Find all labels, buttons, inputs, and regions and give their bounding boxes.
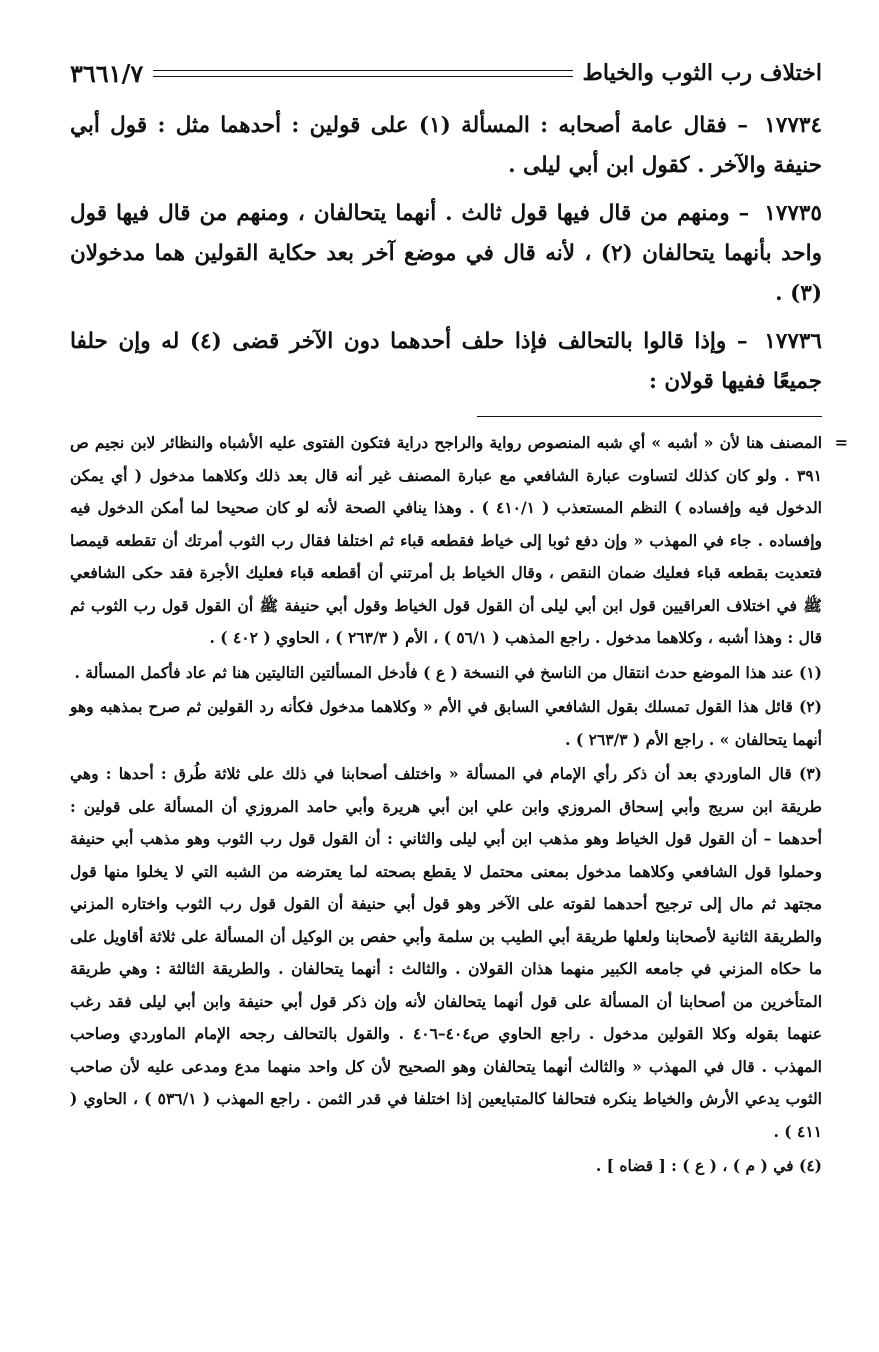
footnote-2: (٢) قائل هذا القول تمسلك بقول الشافعي السابق في الأم « وكلاهما مدخول فكأنه رد القولين ثم صرح بمذهبه وهو أنهما يتحالفان » . راجع الأم ( ٢٦٣/٣ ) .	[70, 697, 822, 749]
running-header	[70, 52, 822, 94]
paragraph-17734	[70, 106, 822, 186]
paragraph-17736	[70, 322, 822, 402]
footnotes	[70, 427, 848, 1183]
paragraph-number: ١٧٧٣٤	[764, 113, 822, 138]
paragraph-text: – ومنهم من قال فيها قول ثالث . أنهما يتحالفان ، ومنهم من قال فيها قول واحد بأنهما يتحالفان (٢) ، لأنه قال في موضع آخر بعد حكاية القولين هما مدخولان (٣) .	[70, 201, 822, 306]
footnote-1: (١) عند هذا الموضع حدث انتقال من الناسخ في النسخة ( ع ) فأدخل المسألتين التاليتين هنا ثم عاد فأكمل المسألة .	[74, 662, 822, 682]
paragraph-number: ١٧٧٣٦	[764, 329, 822, 354]
book-page	[70, 52, 848, 1185]
footnote-separator	[477, 416, 822, 417]
main-text	[70, 106, 822, 402]
running-title: اختلاف رب الثوب والخياط	[582, 60, 822, 86]
paragraph-text: – فقال عامة أصحابه : المسألة (١) على قولين : أحدهما مثل : قول أبي حنيفة والآخر . كقول ابن أبي ليلى .	[70, 113, 822, 178]
paragraph-17735	[70, 194, 822, 314]
continuation-mark: =	[834, 433, 848, 452]
paragraph-number: ١٧٧٣٥	[764, 201, 822, 226]
header-rule	[153, 70, 572, 77]
footnote-3: (٣) قال الماوردي بعد أن ذكر رأي الإمام في المسألة « واختلف أصحابنا في ذلك على ثلاثة طُرق : أحدها : وهي طريقة ابن سريج وأبي إسحاق المروزي وابن علي ابن أبي هريرة وأبي حامد المروزي أن المسألة على قولين : أحدهما – أن القول قول الخياط وهو مذهب ابن أبي ليلى والثاني : أن القول قول رب الثوب وهو مذهب أبي حنيفة وحملوا قول الشافعي وكلاهما مدخول بمعنى محتمل لا يقطع بصحته لما يعترضه من الشبه التي لا يخلوا منها قول مجتهد ثم مال إلى ترجيح أحدهما لقوته على الآخر وهو قول أبي حنيفة أن القول قول رب الثوب واختاره المزني والطريقة الثانية لأصحابنا ولعلها طريقة أبي الطيب بن سلمة وأبي حفص بن الوكيل أن المسألة على ثلاثة أقاويل على ما حكاه المزني في جامعه الكبير منهما هذان القولان . والثالث : أنهما يتحالفان . والطريقة الثالثة : وهي طريقة المتأخرين من أصحابنا أن المسألة على قول أنهما يتحالفان لأنه وإن ذكر قول أبي حنيفة وابن أبي ليلى فقد رغب عنهما بقوله وكلا القولين مدخول . راجع الحاوي ص٤٠٤–٤٠٦ . والقول بالتحالف رجحه الإمام الماوردي وصاحب المهذب . قال في المهذب « والثالث أنهما يتحالفان وهو الصحيح لأن كل واحد منهما مدع ومدعى عليه لأن صاحب الثوب يدعي الأرش والخياط ينكره فتحالفا كالمتبايعين إذا اختلفا في قدر الثمن . راجع المهذب ( ٥٣٦/١ ) ، الحاوي ( ٤١١ ) .	[70, 764, 823, 1141]
page-number: ٣٦٦١/٧	[70, 58, 144, 88]
paragraph-text: – وإذا قالوا بالتحالف فإذا حلف أحدهما دون الآخر قضى (٤) له وإن حلفا جميعًا ففيها قولان :	[70, 329, 822, 394]
footnote-continuation: = المصنف هنا لأن « أشبه » أي شبه المنصوص رواية والراجح دراية فتكون الفتوى عليه الأشباه والنظائر لابن نجيم ص ٣٩١ . ولو كان كذلك لتساوت عبارة الشافعي مع عبارة المصنف غير أنه قال بعد ذلك وكلاهما مدخول ( أي يمكن الدخول فيه وإفساده ) النظم المستعذب ( ٤١٠/١ ) . وهذا ينافي الصحة لأنه لو كان صحيحا لما أمكن الدخول فيه وإفساده . جاء في المهذب « وإن دفع ثوبا إلى خياط فقطعه قباء ثم اختلفا فقال رب الثوب أمرتك أن تقطعه قيمصا فتعديت بقطعه قباء فعليك ضمان النقص ، وقال الخياط بل أمرتني أن أقطعه قباء فعليك الأجرة فقد حكى الشافعي ﷺ في اختلاف العراقيين قول ابن أبي ليلى أن القول قول الخياط وقول أبي حنيفة ﷺ أن القول قول رب الثوب ثم قال : وهذا أشبه ، وكلاهما مدخول . راجع المذهب ( ٥٦/١ ) ، الأم ( ٢٦٣/٣ ) ، الحاوي ( ٤٠٢ ) .	[70, 427, 822, 655]
footnote-4: (٤) في ( م ) ، ( ع ) : [ قضاه ] .	[595, 1156, 822, 1175]
